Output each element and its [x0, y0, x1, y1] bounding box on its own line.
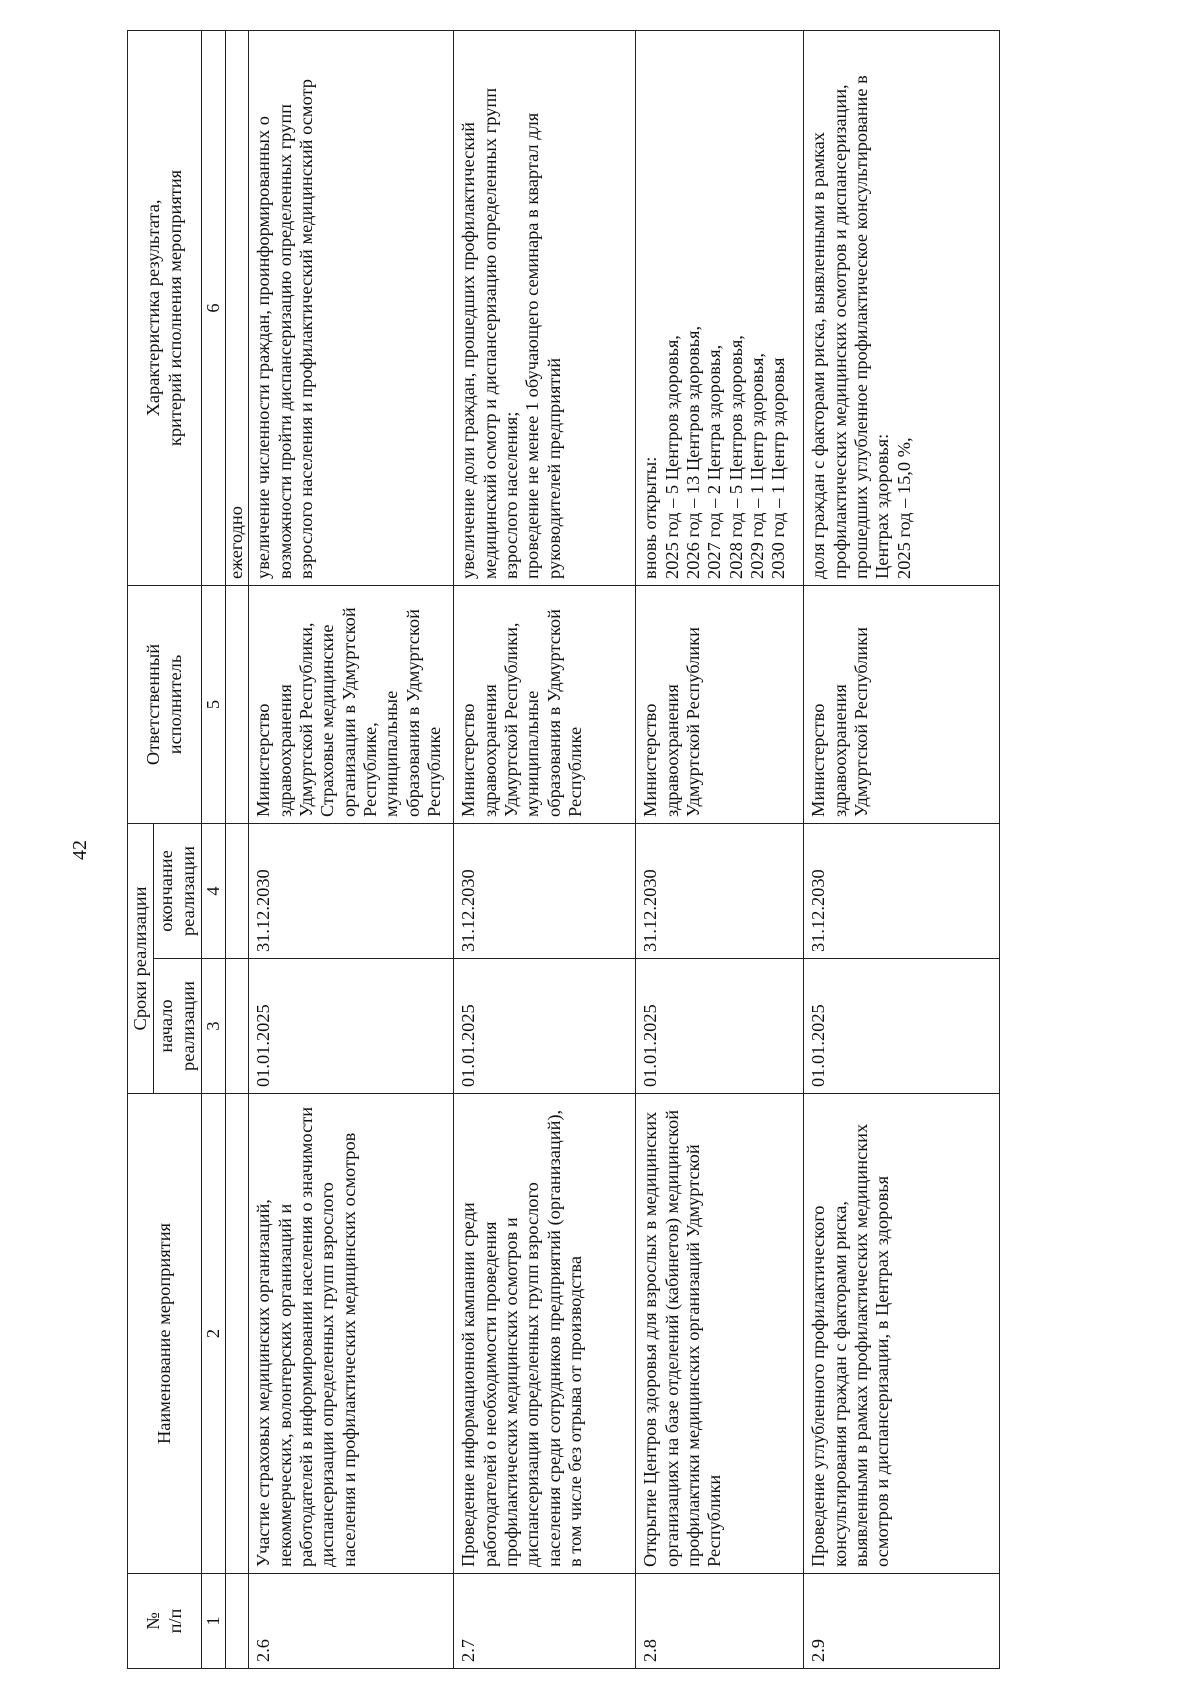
- carryover-row: [226, 30, 249, 1668]
- header-end: окончание реализации: [154, 823, 202, 958]
- header-name: Наименование мероприятия: [128, 1094, 202, 1574]
- table-row: [804, 30, 1000, 1668]
- table-cell: [226, 959, 249, 1094]
- header-result: Характеристика результата, критерий исполнения мероприятия: [128, 30, 202, 585]
- row-start: 01.01.2025: [804, 959, 1000, 1094]
- header-period: Сроки реализации: [128, 823, 154, 1093]
- row-end: 31.12.2030: [249, 823, 454, 958]
- table-cell: [226, 823, 249, 958]
- table-cell: [226, 1574, 249, 1669]
- table-row: [454, 30, 636, 1668]
- rotated-page: [69, 31, 1130, 1669]
- column-number: 3: [202, 959, 226, 1094]
- column-number: 5: [202, 585, 226, 823]
- measures-table: [127, 30, 1000, 1669]
- row-name: Проведение углубленного профилактического консультирования граждан с факторами риска, выявленными в рамках профилактических медицинских осмотров и диспансеризации, в Центрах здоровья: [804, 1094, 1000, 1574]
- table-cell: [226, 1094, 249, 1574]
- row-result: доля граждан с факторами риска, выявленными в рамках профилактических медицинских осмотров и диспансеризации, прошедших углубленное профилактическое консультирование в Центрах здоровья: 2025 год – 15,0 %,: [804, 30, 1000, 585]
- row-end: 31.12.2030: [454, 823, 636, 958]
- column-number: 1: [202, 1574, 226, 1669]
- row-num: 2.9: [804, 1574, 1000, 1669]
- row-name: Проведение информационной кампании среди работодателей о необходимости проведения профилактических медицинских осмотров и диспансеризации определенных групп взрослого населения среди сотрудников предприятий (организаций), в том числе без отрыва от производства: [454, 1094, 636, 1574]
- row-end: 31.12.2030: [804, 823, 1000, 958]
- column-number: 4: [202, 823, 226, 958]
- header-num: № п/п: [128, 1574, 202, 1669]
- column-number: 6: [202, 30, 226, 585]
- column-numbers-row: [202, 30, 226, 1668]
- column-number: 2: [202, 1094, 226, 1574]
- row-result: вновь открыты: 2025 год – 5 Центров здоровья, 2026 год – 13 Центров здоровья, 2027 год – 2 Центра здоровья, 2028 год – 5 Центров здоровья, 2029 год – 1 Центр здоровья, 2030 год – 1 Центр здоровья: [636, 30, 804, 585]
- row-executor: Министерство здравоохранения Удмуртской Республики, муниципальные образования в Удмуртской Республике: [454, 585, 636, 823]
- row-name: Участие страховых медицинских организаций, некоммерческих, волонтерских организаций и работодателей в информировании населения о значимости диспансеризации определенных групп взрослого населения и профилактических медицинских осмотров: [249, 1094, 454, 1574]
- table-cell: [226, 585, 249, 823]
- table-row: [249, 30, 454, 1668]
- row-start: 01.01.2025: [636, 959, 804, 1094]
- header-executor: Ответственный исполнитель: [128, 585, 202, 823]
- row-executor: Министерство здравоохранения Удмуртской Республики: [636, 585, 804, 823]
- row-end: 31.12.2030: [636, 823, 804, 958]
- row-name: Открытие Центров здоровья для взрослых в медицинских организациях на базе отделений (кабинетов) медицинской профилактики медицинских организаций Удмуртской Республики: [636, 1094, 804, 1574]
- row-start: 01.01.2025: [454, 959, 636, 1094]
- row-result: увеличение доли граждан, прошедших профилактический медицинский осмотр и диспансеризацию определенных групп взрослого населения; проведение не менее 1 обучающего семинара в квартал для руководителей предприятий: [454, 30, 636, 585]
- table-row: [636, 30, 804, 1668]
- header-row-1: [128, 30, 154, 1668]
- carryover-result: ежегодно: [226, 30, 249, 585]
- row-num: 2.6: [249, 1574, 454, 1669]
- page-number: 42: [69, 840, 91, 860]
- row-executor: Министерство здравоохранения Удмуртской Республики, Страховые медицинские организации в Удмуртской Республике, муниципальные образования в Удмуртской Республике: [249, 585, 454, 823]
- row-executor: Министерство здравоохранения Удмуртской Республики: [804, 585, 1000, 823]
- row-start: 01.01.2025: [249, 959, 454, 1094]
- header-start: начало реализации: [154, 959, 202, 1094]
- row-num: 2.8: [636, 1574, 804, 1669]
- row-result: увеличение численности граждан, проинформированных о возможности пройти диспансеризацию определенных групп взрослого населения и профилактический медицинский осмотр: [249, 30, 454, 585]
- row-num: 2.7: [454, 1574, 636, 1669]
